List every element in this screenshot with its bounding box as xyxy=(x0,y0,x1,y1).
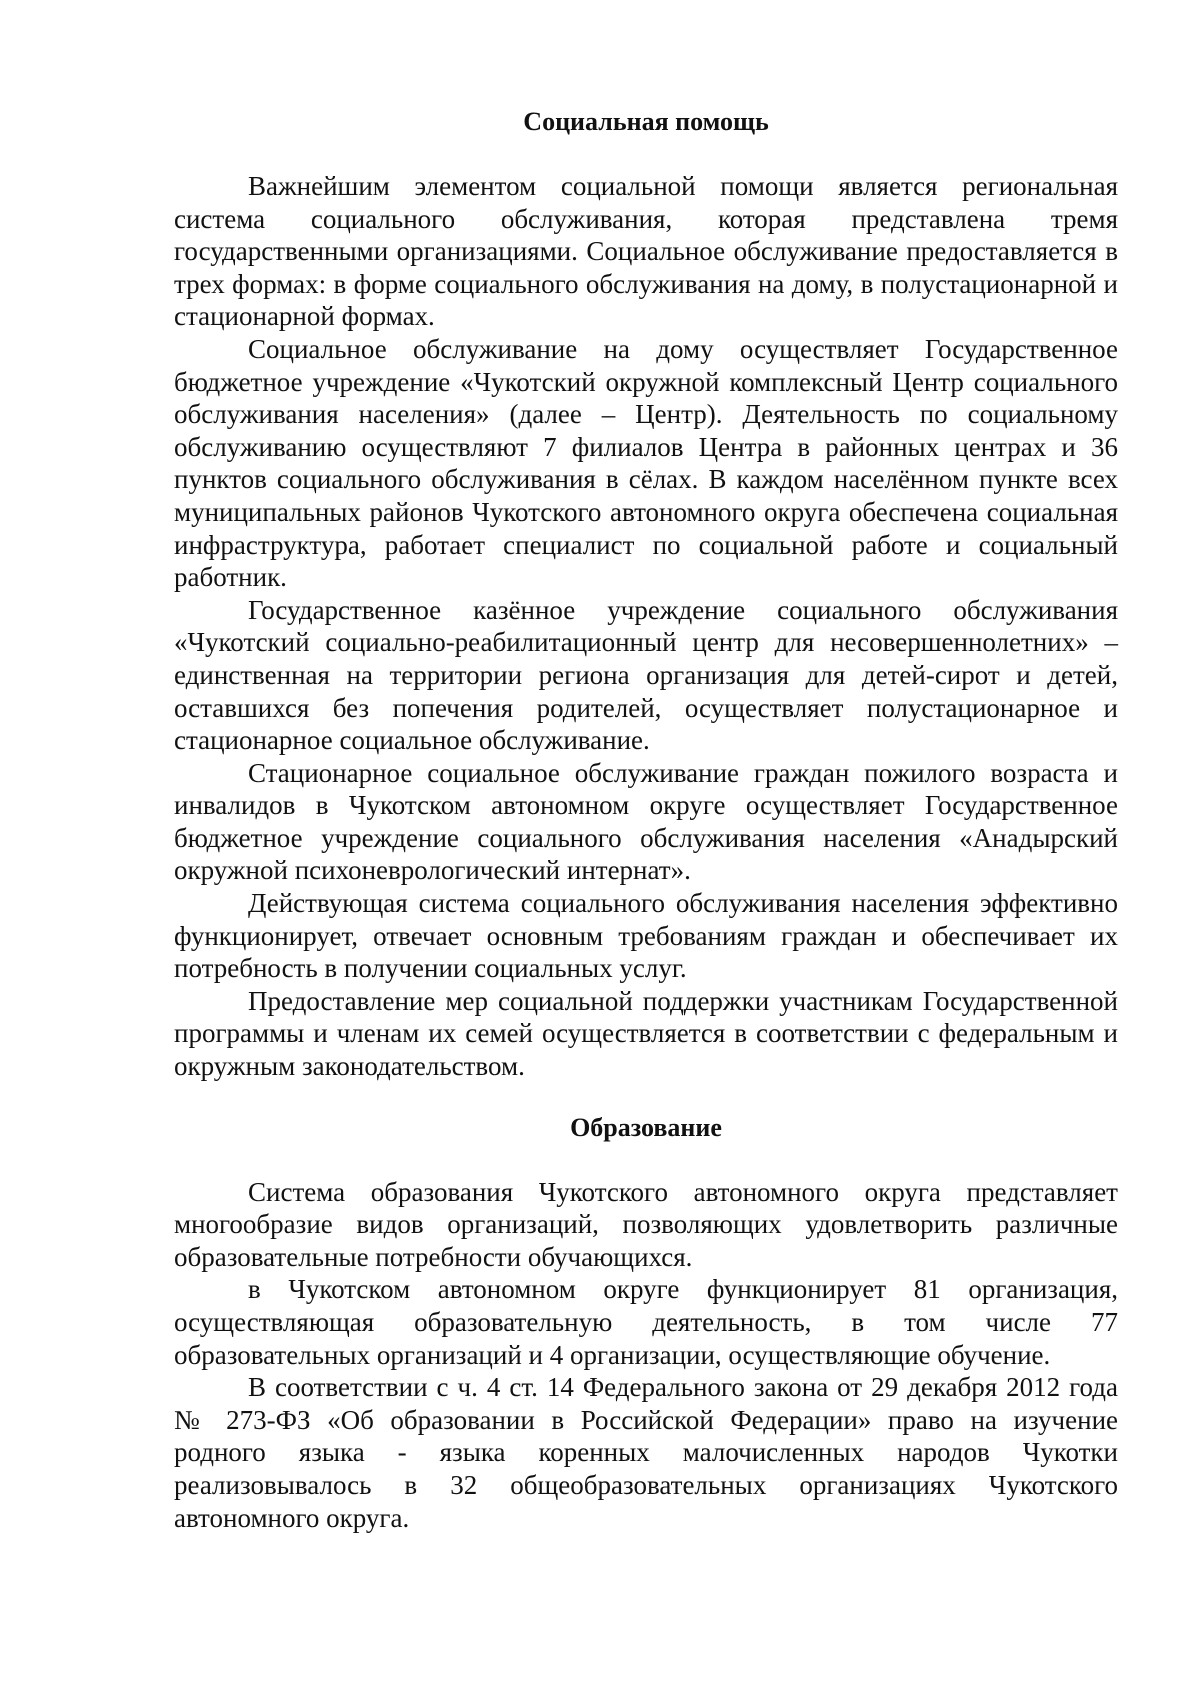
section-education xyxy=(174,1112,1118,1535)
section-social-assistance xyxy=(174,106,1118,1083)
paragraph: Государственное казённое учреждение социального обслуживания «Чукотский социально-реабилитационный центр для несовершеннолетних» – единственная на территории региона организация для детей-сирот и детей, оставшихся без попечения родителей, осуществляет полустационарное и стационарное социальное обслуживание. xyxy=(174,594,1118,756)
paragraph: В соответствии с ч. 4 ст. 14 Федерального закона от 29 декабря 2012 года № 273-ФЗ «Об образовании в Российской Федерации» право на изучение родного языка - языка коренных малочисленных народов Чукотки реализовывалось в 32 общеобразовательных организациях Чукотского автономного округа. xyxy=(174,1372,1118,1533)
paragraph: в Чукотском автономном округе функционирует 81 организация, осуществляющая образовательную деятельность, в том числе 77 образовательных организаций и 4 организации, осуществляющие обучение. xyxy=(174,1274,1118,1370)
paragraph: Важнейшим элементом социальной помощи является региональная система социального обслуживания, которая представлена тремя государственными организациями. Социальное обслуживание предоставляется в трех формах: в форме социального обслуживания на дому, в полустационарной и стационарной формах. xyxy=(174,171,1118,332)
paragraph: Социальное обслуживание на дому осуществляет Государственное бюджетное учреждение «Чукотский окружной комплексный Центр социального обслуживания населения» (далее – Центр). Деятельность по социальному обслуживанию осуществляют 7 филиалов Центра в районных центрах и 36 пунктов социального обслуживания в сёлах. В каждом населённом пункте всех муниципальных районов Чукотского автономного округа обеспечена социальная инфраструктура, работает специалист по социальной работе и социальный работник. xyxy=(174,333,1118,593)
paragraph: Стационарное социальное обслуживание граждан пожилого возраста и инвалидов в Чукотском автономном округе осуществляет Государственное бюджетное учреждение социального обслуживания населения «Анадырский окружной психоневрологический интернат». xyxy=(174,757,1118,886)
section-heading: Образование xyxy=(570,1112,722,1142)
section-heading: Социальная помощь xyxy=(523,107,769,136)
document-body xyxy=(174,106,1118,1534)
paragraph: Действующая система социального обслуживания населения эффективно функционирует, отвечает основным требованиям граждан и обеспечивает их потребность в получении социальных услуг. xyxy=(174,888,1118,984)
paragraph: Система образования Чукотского автономного округа представляет многообразие видов организаций, позволяющих удовлетворить различные образовательные потребности обучающихся. xyxy=(174,1176,1118,1272)
paragraph: Предоставление мер социальной поддержки участникам Государственной программы и членам их семей осуществляется в соответствии с федеральным и окружным законодательством. xyxy=(174,985,1118,1082)
